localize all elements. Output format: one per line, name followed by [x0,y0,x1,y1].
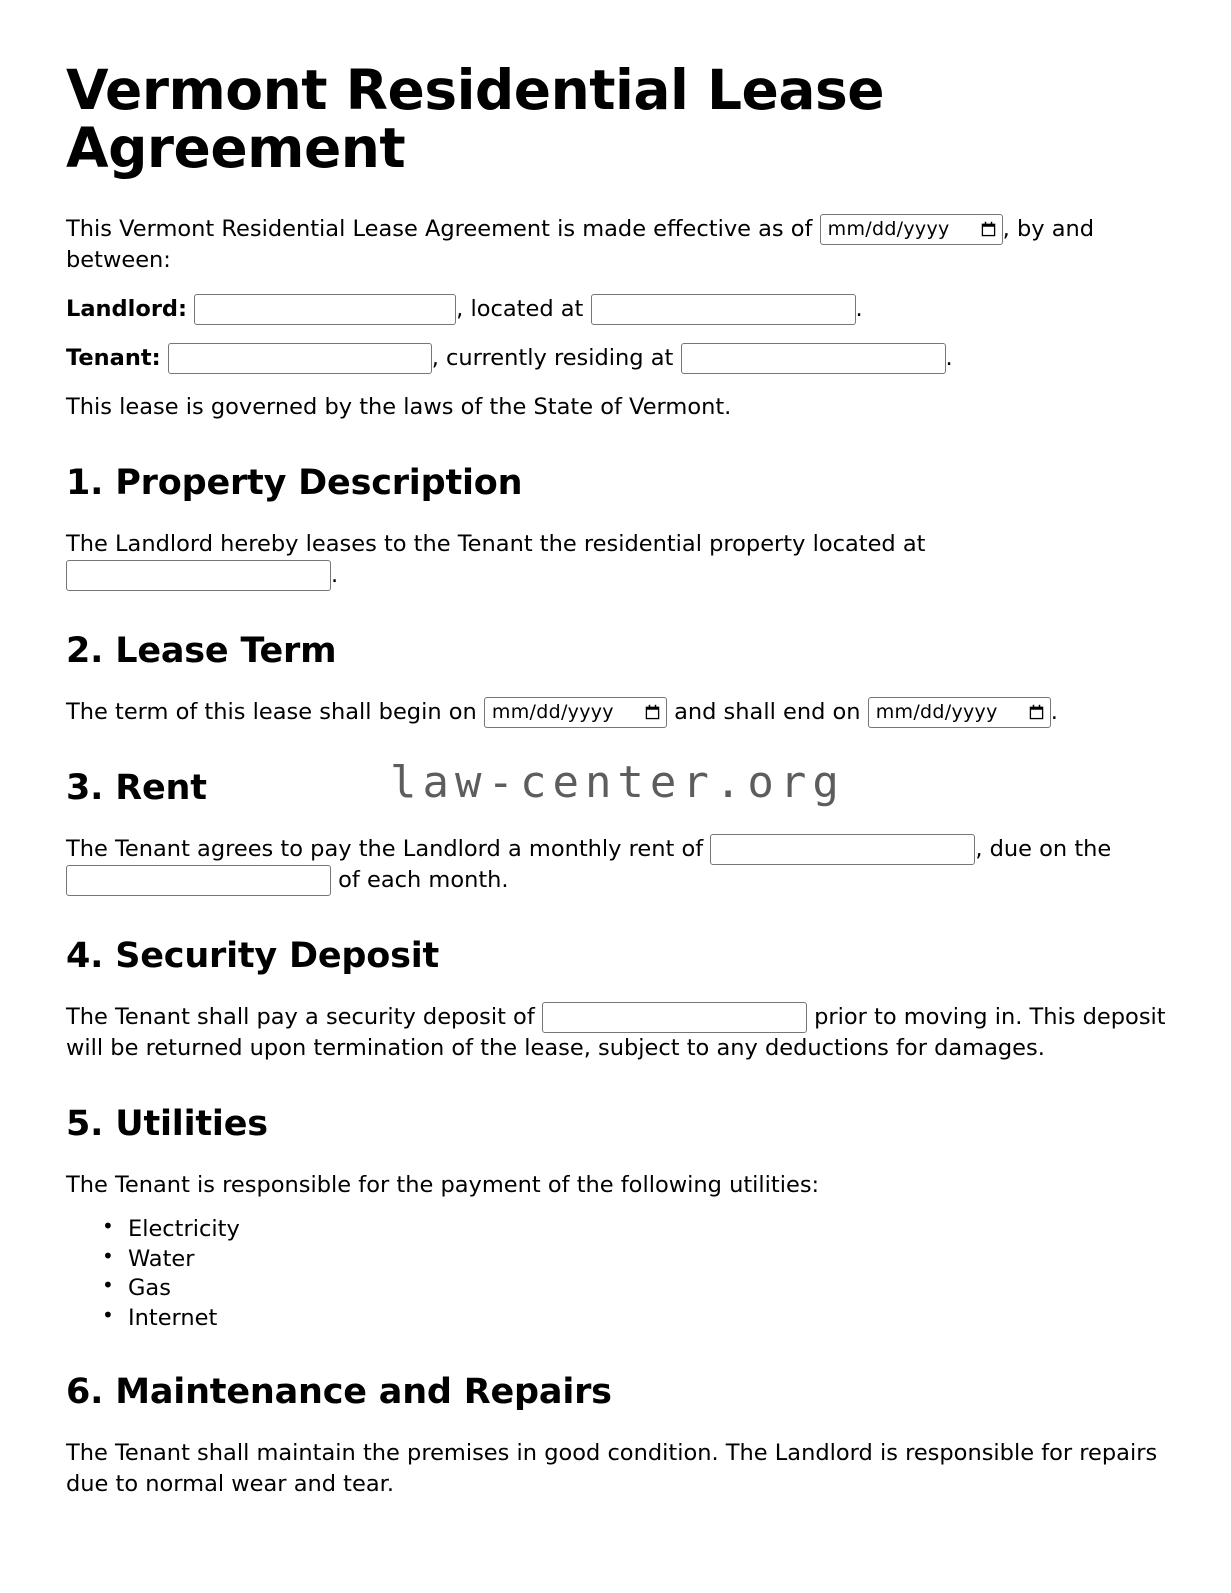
landlord-located-text: , located at [456,295,584,322]
lease-term-text-before: The term of this lease shall begin on [66,698,477,725]
effective-date-input[interactable] [820,214,1003,245]
section-heading-security-deposit: 4. Security Deposit [66,935,440,976]
lease-term-text-middle: and shall end on [674,698,861,725]
lease-start-date-placeholder: mm/dd/yyyy [491,701,614,724]
landlord-address-input[interactable] [591,294,856,325]
rent-text-before: The Tenant agrees to pay the Landlord a monthly rent of [66,835,704,862]
lease-term-end: . [1050,698,1058,725]
rent-text-middle: , due on the [975,835,1112,862]
property-address-input[interactable] [66,560,331,591]
property-description-end: . [331,561,339,588]
landlord-label: Landlord: [66,295,188,322]
utilities-list [66,1215,1167,1332]
tenant-name-input[interactable] [168,343,432,374]
watermark-text: law-center.org [390,757,845,808]
tenant-label: Tenant: [66,344,161,371]
lease-end-date-input[interactable] [868,697,1051,728]
utilities-paragraph: The Tenant is responsible for the payment of the following utilities: [66,1172,820,1199]
rent-text-after: of each month. [338,866,509,893]
calendar-icon [981,221,996,237]
tenant-residing-text: , currently residing at [431,344,674,371]
maintenance-paragraph: The Tenant shall maintain the premises in good condition. The Landlord is responsible for repairs due to normal wear and tear. [66,1440,1158,1498]
list-item: • Internet [128,1304,1167,1333]
list-item: • Electricity [128,1215,1167,1244]
tenant-line [66,343,1167,374]
security-deposit-text-before: The Tenant shall pay a security deposit of [66,1003,535,1030]
property-description-text: The Landlord hereby leases to the Tenant the residential property located at [66,530,926,557]
rent-paragraph [66,834,1167,896]
lease-end-date-placeholder: mm/dd/yyyy [875,701,998,724]
lease-start-date-input[interactable] [484,697,667,728]
security-deposit-paragraph [66,1002,1167,1064]
governing-law-paragraph: This lease is governed by the laws of the State of Vermont. [66,393,732,420]
rent-due-day-input[interactable] [66,865,331,896]
landlord-name-input[interactable] [194,294,456,325]
page-title: Vermont Residential Lease Agreement [66,58,885,180]
lease-term-paragraph [66,697,1167,728]
landlord-line [66,294,1167,325]
calendar-icon [1029,704,1044,720]
section-heading-utilities: 5. Utilities [66,1104,268,1145]
security-deposit-text-after: prior to moving in. This deposit will be returned upon termination of the lease, subject to any deductions for damages. [66,1003,1166,1062]
section-heading-lease-term: 2. Lease Term [66,630,337,671]
list-item: • Water [128,1245,1167,1274]
tenant-line-end: . [945,344,953,371]
tenant-address-input[interactable] [681,343,946,374]
section-heading-maintenance-and-repairs: 6. Maintenance and Repairs [66,1372,612,1413]
landlord-line-end: . [855,295,863,322]
intro-text-after-date: , by and between: [66,215,1095,273]
calendar-icon [645,704,660,720]
section-heading-property-description: 1. Property Description [66,462,523,503]
section-heading-rent: 3. Rent [66,767,207,808]
property-description-paragraph [66,529,1167,591]
monthly-rent-input[interactable] [710,834,975,865]
intro-paragraph [66,214,1167,276]
effective-date-placeholder: mm/dd/yyyy [827,217,950,240]
intro-text-before-date: This Vermont Residential Lease Agreement is made effective as of [66,215,813,242]
security-deposit-input[interactable] [542,1002,807,1033]
list-item: • Gas [128,1274,1167,1303]
